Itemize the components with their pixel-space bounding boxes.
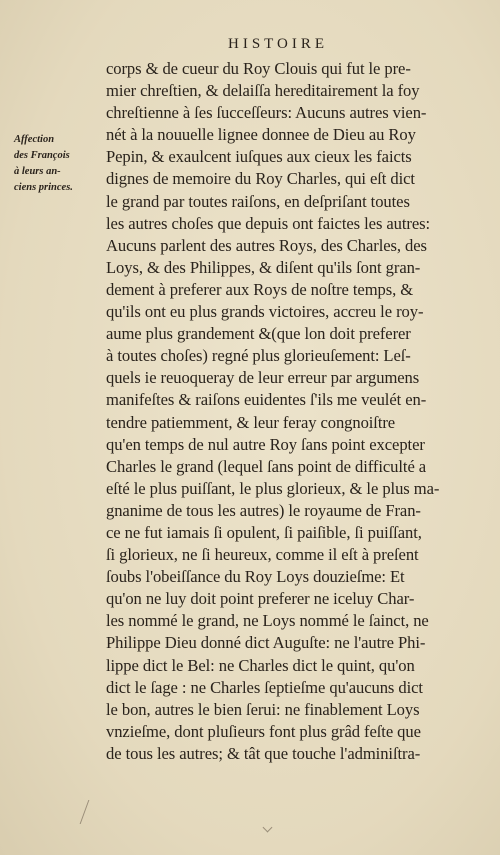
text-line: ſi glorieux, ne ſi heureux, comme il eſt à preſent <box>106 545 419 565</box>
text-line: Charles le grand (lequel ſans point de difficulté a <box>106 456 427 476</box>
text-line: les autres choſes que depuis ont faictes les autres: <box>106 213 431 233</box>
text-line: vnzieſme, dont pluſieurs font plus grâd feſte que <box>106 721 421 741</box>
text-line: Pepin, & exaulcent iuſques aux cieux les faicts <box>106 147 412 167</box>
text-line: qu'on ne luy doit point preferer ne iceluy Char- <box>106 589 415 609</box>
text-line: chreſtienne à ſes ſucceſſeurs: Aucuns autres vien- <box>106 103 427 123</box>
margin-note-line: Affection <box>14 134 55 145</box>
text-line: dement à preferer aux Roys de noſtre temps, & <box>106 279 414 299</box>
margin-note-line: ciens princes. <box>14 182 73 193</box>
text-line: ſoubs l'obeiſſance du Roy Loys douzieſme: Et <box>106 567 405 587</box>
text-line: aume plus grandement &(que lon doit preferer <box>106 324 411 344</box>
text-line: à toutes choſes) regné plus glorieuſement: Leſ- <box>106 346 411 366</box>
text-line: dignes de memoire du Roy Charles, qui eſt dict <box>106 169 415 189</box>
running-header: HISTOIRE <box>228 36 329 52</box>
body-text <box>106 58 480 765</box>
text-line: qu'en temps de nul autre Roy ſans point excepter <box>106 434 425 454</box>
margin-note-line: des François <box>14 150 70 161</box>
text-line: quels ie reuoqueray de leur erreur par argumens <box>106 368 420 388</box>
text-line: ce ne fut iamais ſi opulent, ſi paiſible, ſi puiſſant, <box>106 522 422 542</box>
text-line: eſté le plus puiſſant, le plus glorieux, & le plus ma- <box>106 478 440 498</box>
text-line: Loys, & des Philippes, & diſent qu'ils ſont gran- <box>106 257 421 277</box>
text-line: corps & de cueur du Roy Clouis qui fut le pre- <box>106 59 411 78</box>
text-line: gnanime de tous les autres) le royaume de Fran- <box>106 500 421 520</box>
margin-note <box>14 132 100 196</box>
text-line: le bon, autres le bien ſerui: ne finablement Loys <box>106 699 420 719</box>
text-line: nét à la nouuelle lignee donnee de Dieu au Roy <box>106 125 416 145</box>
text-line: Aucuns parlent des autres Roys, des Charles, des <box>106 235 427 255</box>
text-line: manifeſtes & raiſons euidentes ſ'ils me veulét en- <box>106 390 427 410</box>
text-line: lippe dict le Bel: ne Charles dict le quint, qu'on <box>106 655 415 675</box>
text-line: dict le ſage : ne Charles ſeptieſme qu'aucuns dict <box>106 677 423 697</box>
pen-mark <box>263 823 273 833</box>
text-line: Philippe Dieu donné dict Auguſte: ne l'autre Phi- <box>106 633 426 653</box>
text-line: de tous les autres; & tât que touche l'adminiſtra- <box>106 743 421 763</box>
text-line: le grand par toutes raiſons, en deſpriſant toutes <box>106 191 410 211</box>
margin-note-line: à leurs an- <box>14 166 61 177</box>
text-line: mier chreſtien, & delaiſſa hereditairement la foy <box>106 81 420 101</box>
text-line: tendre patiemment, & leur feray congnoiſtre <box>106 412 396 432</box>
pen-mark <box>80 800 100 824</box>
text-line: les nommé le grand, ne Loys nommé le ſainct, ne <box>106 611 429 631</box>
text-line: qu'ils ont eu plus grands victoires, accreu le roy- <box>106 302 424 322</box>
